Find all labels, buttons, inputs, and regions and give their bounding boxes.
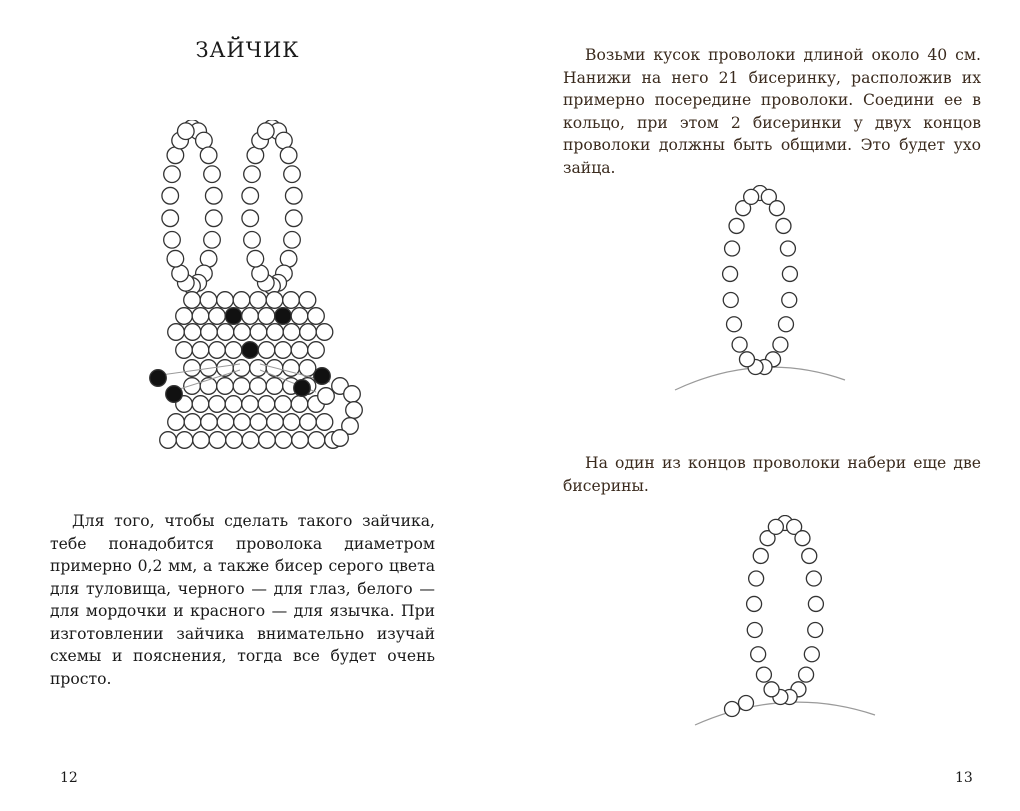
bead [266, 378, 283, 395]
bead [808, 622, 823, 637]
bead [729, 218, 744, 233]
bead [184, 414, 201, 431]
bead [247, 250, 264, 267]
bead [751, 647, 766, 662]
bead [209, 308, 226, 325]
ear-loop-extended-diagram [690, 515, 880, 740]
bead [233, 378, 250, 395]
bead [196, 132, 213, 149]
bead [276, 132, 293, 149]
bead [225, 396, 242, 413]
bead [184, 292, 201, 309]
bead [192, 342, 209, 359]
bead [280, 147, 297, 164]
bead [744, 189, 759, 204]
bead [292, 432, 309, 449]
bead [747, 622, 762, 637]
bead [226, 432, 243, 449]
bead [739, 696, 754, 711]
bead [795, 531, 810, 546]
bead [285, 210, 302, 227]
bead [217, 360, 234, 377]
bead [346, 402, 363, 419]
bead [201, 414, 218, 431]
bead [217, 292, 234, 309]
bead [250, 292, 267, 309]
bead [160, 432, 177, 449]
bead [285, 187, 302, 204]
bead [739, 352, 754, 367]
bunny-bead-diagram [140, 120, 380, 465]
bead [258, 342, 275, 359]
black-bead [275, 308, 292, 325]
bead [266, 292, 283, 309]
wire-line [695, 702, 875, 725]
bead [200, 147, 217, 164]
intro-paragraph: Для того, чтобы сделать такого зайчика, тебе понадобится проволока диаметром примерно 0,2 мм, а также бисер серого цвета для туловища, черного — для глаз, белого — для мордочки и красного — для язычка. При изготовлении зайчика внимательно изучай схемы и пояснения, тогда все будет очень просто. [50, 512, 435, 688]
bead [275, 432, 292, 449]
bead [723, 266, 738, 281]
bead [799, 667, 814, 682]
bead [167, 147, 184, 164]
bead [764, 682, 779, 697]
bead [184, 360, 201, 377]
bead [725, 702, 740, 717]
bead [725, 241, 740, 256]
bead [250, 360, 267, 377]
bead [234, 414, 251, 431]
bead [291, 396, 308, 413]
ear-loop-diagram [670, 185, 850, 405]
bead [250, 378, 267, 395]
bead [773, 337, 788, 352]
bead [283, 292, 300, 309]
step-1-paragraph: Возьми кусок проволоки длиной около 40 см. Нанижи на него 21 бисеринку, расположив их примерно посередине проволоки. Соедини ее в кольцо, при этом 2 бисеринки у двух концов проволоки должны быть общими. Это будет ухо зайца. [563, 46, 981, 177]
bead [308, 432, 325, 449]
bead [217, 414, 234, 431]
right-page [510, 0, 1020, 811]
black-bead [166, 386, 183, 403]
bead [242, 432, 259, 449]
bead [250, 414, 267, 431]
bead [344, 386, 361, 403]
bead [176, 432, 193, 449]
page-number-right: 13 [955, 770, 973, 786]
bead [164, 166, 181, 183]
bead [209, 396, 226, 413]
bead [747, 596, 762, 611]
bead [225, 342, 242, 359]
bead [768, 519, 783, 534]
bead [308, 308, 325, 325]
bead [258, 123, 275, 140]
bead [200, 250, 217, 267]
bead [756, 667, 771, 682]
bead [244, 232, 261, 249]
bead [280, 250, 297, 267]
black-bead [225, 308, 242, 325]
bead [242, 308, 259, 325]
bead [753, 548, 768, 563]
bead [205, 187, 222, 204]
bead [749, 571, 764, 586]
bead [209, 432, 226, 449]
bead [233, 360, 250, 377]
bead [250, 324, 267, 341]
bead [806, 571, 821, 586]
bead [259, 432, 276, 449]
bead [184, 324, 201, 341]
bead [201, 324, 218, 341]
bead [308, 342, 325, 359]
bead [168, 324, 185, 341]
bead [162, 187, 179, 204]
bead [275, 396, 292, 413]
bead [291, 342, 308, 359]
bead [168, 414, 185, 431]
bead [804, 647, 819, 662]
bead [284, 232, 301, 249]
bead [267, 324, 284, 341]
page-title: ЗАЙЧИК [195, 38, 300, 62]
bead [252, 265, 269, 282]
bead [267, 414, 284, 431]
bead [192, 308, 209, 325]
step-2-paragraph: На один из концов проволоки набери еще две бисерины. [563, 454, 981, 495]
bead [242, 396, 259, 413]
bead [778, 317, 793, 332]
bead [193, 432, 210, 449]
bead [242, 210, 259, 227]
bead [300, 324, 317, 341]
bead [802, 548, 817, 563]
bead [178, 123, 195, 140]
bead [283, 414, 300, 431]
bead [284, 166, 301, 183]
bead [247, 147, 264, 164]
bead [316, 414, 333, 431]
bead [275, 342, 292, 359]
bead [332, 430, 349, 447]
bead [176, 308, 193, 325]
bead [283, 324, 300, 341]
bead [291, 308, 308, 325]
bead [732, 337, 747, 352]
bead [204, 166, 221, 183]
bead [258, 308, 275, 325]
black-bead [150, 370, 167, 387]
bead [162, 210, 179, 227]
bead [172, 265, 189, 282]
bead [167, 250, 184, 267]
bead [164, 232, 181, 249]
bead [204, 232, 221, 249]
bead [780, 241, 795, 256]
bead [244, 166, 261, 183]
bead [299, 360, 316, 377]
black-bead [242, 342, 259, 359]
bead [300, 414, 317, 431]
bead [769, 201, 784, 216]
bead [217, 324, 234, 341]
bead [299, 292, 316, 309]
bead [205, 210, 222, 227]
black-bead [294, 380, 311, 397]
bead [184, 378, 201, 395]
bead [782, 266, 797, 281]
bead [233, 292, 250, 309]
bead [782, 292, 797, 307]
bead [316, 324, 333, 341]
bead [727, 317, 742, 332]
bead [217, 378, 234, 395]
bead [318, 388, 335, 405]
bead [176, 342, 193, 359]
bead [234, 324, 251, 341]
bead [723, 292, 738, 307]
black-bead [314, 368, 331, 385]
bead [192, 396, 209, 413]
bead [242, 187, 259, 204]
bead [776, 218, 791, 233]
bead [209, 342, 226, 359]
bead [200, 292, 217, 309]
page-number-left: 12 [60, 770, 78, 786]
bead [258, 396, 275, 413]
bead [808, 596, 823, 611]
